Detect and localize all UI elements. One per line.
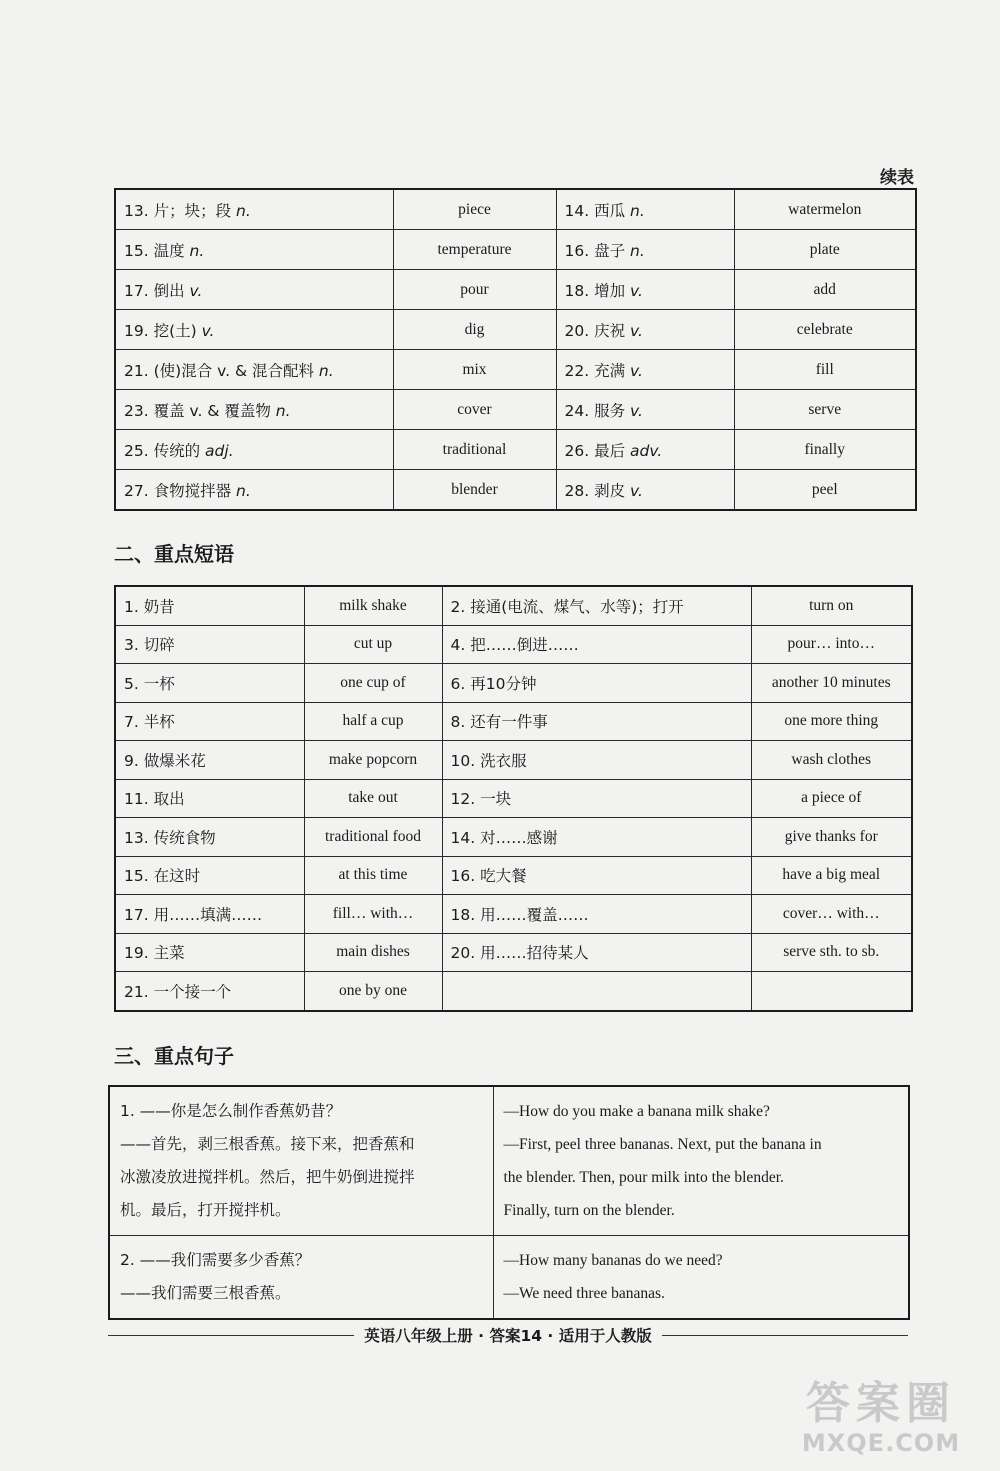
vocab-part-of-speech: v.	[630, 481, 643, 500]
sentence-chinese-line: 机。最后，打开搅拌机。	[120, 1201, 291, 1219]
phrase-english: one cup of	[304, 664, 442, 703]
phrase-chinese: 19. 主菜	[115, 933, 304, 972]
vocab-chinese: 挖(土)	[153, 321, 197, 340]
sentence-english-cell	[493, 1086, 909, 1236]
vocab-row	[115, 310, 916, 350]
vocab-number: 16.	[564, 241, 590, 260]
vocab-chinese-cell	[556, 230, 734, 270]
section-title-key-phrases: 二、重点短语	[114, 542, 234, 566]
sentence-chinese-line: ——我们需要三根香蕉。	[120, 1284, 291, 1302]
vocab-part-of-speech: n.	[630, 201, 645, 220]
phrase-chinese: 20. 用……招待某人	[442, 933, 751, 972]
phrase-chinese: 16. 吃大餐	[442, 856, 751, 895]
vocab-row	[115, 430, 916, 470]
vocab-number: 15.	[124, 241, 149, 260]
vocab-english: finally	[734, 430, 916, 470]
phrase-row	[115, 818, 912, 857]
watermark-logo	[776, 1380, 986, 1458]
vocab-number: 21.	[124, 361, 149, 380]
vocab-chinese: 温度	[153, 241, 185, 260]
phrase-english: main dishes	[304, 933, 442, 972]
vocab-number: 26.	[564, 441, 590, 460]
vocab-number: 23.	[124, 401, 149, 420]
watermark-line2: MXQE.COM	[801, 1429, 961, 1457]
vocab-part-of-speech: n.	[275, 401, 291, 420]
phrase-chinese: 11. 取出	[115, 779, 304, 818]
sentence-chinese-line: ——首先，剥三根香蕉。接下来，把香蕉和	[120, 1135, 415, 1153]
phrase-chinese: 10. 洗衣服	[442, 741, 751, 780]
phrase-english: a piece of	[751, 779, 912, 818]
phrase-english: take out	[304, 779, 442, 818]
phrase-chinese: 12. 一块	[442, 779, 751, 818]
vocab-number: 18.	[564, 281, 590, 300]
phrase-english: serve sth. to sb.	[751, 933, 912, 972]
vocab-number: 19.	[124, 321, 149, 340]
sentence-chinese-cell	[109, 1086, 493, 1236]
phrase-chinese: 1. 奶昔	[115, 586, 304, 625]
vocab-chinese-cell	[115, 310, 393, 350]
phrase-english: another 10 minutes	[751, 664, 912, 703]
vocab-chinese-cell	[556, 390, 734, 430]
vocab-number: 22.	[564, 361, 590, 380]
vocab-number: 27.	[124, 481, 149, 500]
vocab-part-of-speech: n.	[236, 481, 251, 500]
sentence-english-line: —How do you make a banana milk shake?	[503, 1103, 770, 1120]
vocab-chinese-cell	[556, 189, 734, 230]
phrase-english: half a cup	[304, 702, 442, 741]
phrase-english: pour… into…	[751, 625, 912, 664]
sentence-english-line: Finally, turn on the blender.	[503, 1202, 675, 1219]
page-footer	[108, 1323, 908, 1347]
sentence-english-line: —How many bananas do we need?	[503, 1252, 723, 1269]
vocab-chinese: 传统的	[153, 441, 201, 460]
vocab-chinese-cell	[115, 230, 393, 270]
vocab-number: 13.	[124, 201, 149, 220]
phrase-english: milk shake	[304, 586, 442, 625]
footer-rule-left	[108, 1335, 354, 1336]
phrase-english: give thanks for	[751, 818, 912, 857]
phrase-row	[115, 586, 912, 625]
footer-text: 英语八年级上册 · 答案14 · 适用于人教版	[364, 1327, 652, 1345]
vocab-chinese: 庆祝	[594, 321, 626, 340]
phrase-english: make popcorn	[304, 741, 442, 780]
vocab-chinese-cell	[115, 189, 393, 230]
phrase-english: fill… with…	[304, 895, 442, 934]
phrase-row	[115, 625, 912, 664]
phrase-chinese	[442, 972, 751, 1011]
vocab-chinese-cell	[556, 350, 734, 390]
vocab-number: 20.	[564, 321, 590, 340]
phrase-english	[751, 972, 912, 1011]
vocab-row	[115, 230, 916, 270]
sentence-chinese-line: 冰激凌放进搅拌机。然后，把牛奶倒进搅拌	[120, 1168, 415, 1186]
vocab-chinese: 服务	[594, 401, 626, 420]
vocab-english: dig	[393, 310, 556, 350]
vocab-chinese-cell	[115, 430, 393, 470]
phrases-table	[114, 585, 913, 1012]
vocab-chinese: 剥皮	[594, 481, 626, 500]
vocab-english: cover	[393, 390, 556, 430]
sentence-english-line: —We need three bananas.	[503, 1285, 665, 1302]
phrase-chinese: 9. 做爆米花	[115, 741, 304, 780]
vocab-english: add	[734, 270, 916, 310]
vocab-english: serve	[734, 390, 916, 430]
phrase-english: wash clothes	[751, 741, 912, 780]
phrase-row	[115, 895, 912, 934]
vocab-english: piece	[393, 189, 556, 230]
vocab-chinese: 覆盖 v. & 覆盖物	[153, 401, 271, 420]
vocab-number: 25.	[124, 441, 149, 460]
vocab-chinese: 片；块；段	[153, 201, 232, 220]
vocab-chinese: 盘子	[594, 241, 626, 260]
vocab-chinese-cell	[556, 430, 734, 470]
phrase-english: traditional food	[304, 818, 442, 857]
vocab-part-of-speech: v.	[630, 401, 643, 420]
phrase-chinese: 15. 在这时	[115, 856, 304, 895]
phrase-row	[115, 664, 912, 703]
vocab-chinese: 增加	[594, 281, 626, 300]
vocab-english: traditional	[393, 430, 556, 470]
footer-rule-right	[662, 1335, 908, 1336]
vocab-chinese-cell	[115, 350, 393, 390]
vocab-number: 24.	[564, 401, 590, 420]
vocab-chinese-cell	[556, 470, 734, 511]
vocab-row	[115, 270, 916, 310]
phrase-row	[115, 702, 912, 741]
vocab-number: 17.	[124, 281, 149, 300]
vocab-part-of-speech: adv.	[630, 441, 663, 460]
vocab-chinese-cell	[115, 470, 393, 511]
vocab-english: temperature	[393, 230, 556, 270]
sentence-english-line: the blender. Then, pour milk into the blender.	[503, 1169, 784, 1186]
phrase-chinese: 3. 切碎	[115, 625, 304, 664]
section-title-key-sentences: 三、重点句子	[114, 1044, 234, 1068]
vocab-row	[115, 350, 916, 390]
vocab-row	[115, 470, 916, 511]
vocab-number: 28.	[564, 481, 590, 500]
vocab-part-of-speech: v.	[630, 361, 643, 380]
vocab-english: plate	[734, 230, 916, 270]
sentence-chinese-line: 2. ——我们需要多少香蕉？	[120, 1251, 311, 1269]
phrase-english: turn on	[751, 586, 912, 625]
vocab-english: peel	[734, 470, 916, 511]
vocab-part-of-speech: v.	[630, 281, 643, 300]
phrase-english: cut up	[304, 625, 442, 664]
phrase-chinese: 21. 一个接一个	[115, 972, 304, 1011]
phrase-chinese: 17. 用……填满……	[115, 895, 304, 934]
vocab-chinese-cell	[115, 270, 393, 310]
vocab-chinese: 倒出	[153, 281, 185, 300]
phrase-chinese: 4. 把……倒进……	[442, 625, 751, 664]
sentence-english-line: —First, peel three bananas. Next, put the banana in	[503, 1136, 822, 1153]
vocab-part-of-speech: v.	[189, 281, 203, 300]
phrase-chinese: 8. 还有一件事	[442, 702, 751, 741]
vocab-row	[115, 189, 916, 230]
phrase-english: cover… with…	[751, 895, 912, 934]
vocab-chinese-cell	[556, 270, 734, 310]
vocab-english: fill	[734, 350, 916, 390]
sentence-chinese-line: 1. ——你是怎么制作香蕉奶昔？	[120, 1102, 342, 1120]
phrase-chinese: 5. 一杯	[115, 664, 304, 703]
vocab-part-of-speech: n.	[630, 241, 645, 260]
vocab-chinese: 最后	[594, 441, 626, 460]
phrase-english: one by one	[304, 972, 442, 1011]
sentence-row	[109, 1236, 909, 1320]
phrase-english: at this time	[304, 856, 442, 895]
sentences-table	[108, 1085, 910, 1320]
vocab-part-of-speech: n.	[318, 361, 334, 380]
phrase-row	[115, 933, 912, 972]
continued-label: 续表	[880, 168, 914, 188]
vocab-chinese: (使)混合 v. & 混合配料	[153, 361, 314, 380]
vocab-part-of-speech: adj.	[205, 441, 234, 460]
vocab-number: 14.	[564, 201, 590, 220]
phrase-english: have a big meal	[751, 856, 912, 895]
phrase-english: one more thing	[751, 702, 912, 741]
vocab-chinese: 西瓜	[594, 201, 626, 220]
vocab-chinese: 食物搅拌器	[153, 481, 232, 500]
vocab-part-of-speech: n.	[189, 241, 205, 260]
vocab-part-of-speech: v.	[630, 321, 643, 340]
phrase-row	[115, 741, 912, 780]
sentence-english-cell	[493, 1236, 909, 1320]
vocab-english: celebrate	[734, 310, 916, 350]
watermark-line1: 答案圈	[806, 1378, 956, 1429]
vocab-part-of-speech: v.	[201, 321, 215, 340]
vocab-english: mix	[393, 350, 556, 390]
phrase-chinese: 14. 对……感谢	[442, 818, 751, 857]
phrase-chinese: 18. 用……覆盖……	[442, 895, 751, 934]
vocab-english: blender	[393, 470, 556, 511]
vocab-chinese: 充满	[594, 361, 626, 380]
phrase-row	[115, 779, 912, 818]
sentence-chinese-cell	[109, 1236, 493, 1320]
phrase-row	[115, 972, 912, 1011]
phrase-row	[115, 856, 912, 895]
vocab-english: pour	[393, 270, 556, 310]
phrase-chinese: 7. 半杯	[115, 702, 304, 741]
vocab-chinese-cell	[115, 390, 393, 430]
phrase-chinese: 13. 传统食物	[115, 818, 304, 857]
phrase-chinese: 6. 再10分钟	[442, 664, 751, 703]
phrase-chinese: 2. 接通(电流、煤气、水等)；打开	[442, 586, 751, 625]
vocab-part-of-speech: n.	[236, 201, 251, 220]
vocab-english: watermelon	[734, 189, 916, 230]
sentence-row	[109, 1086, 909, 1236]
vocabulary-table	[114, 188, 917, 511]
vocab-row	[115, 390, 916, 430]
vocab-chinese-cell	[556, 310, 734, 350]
